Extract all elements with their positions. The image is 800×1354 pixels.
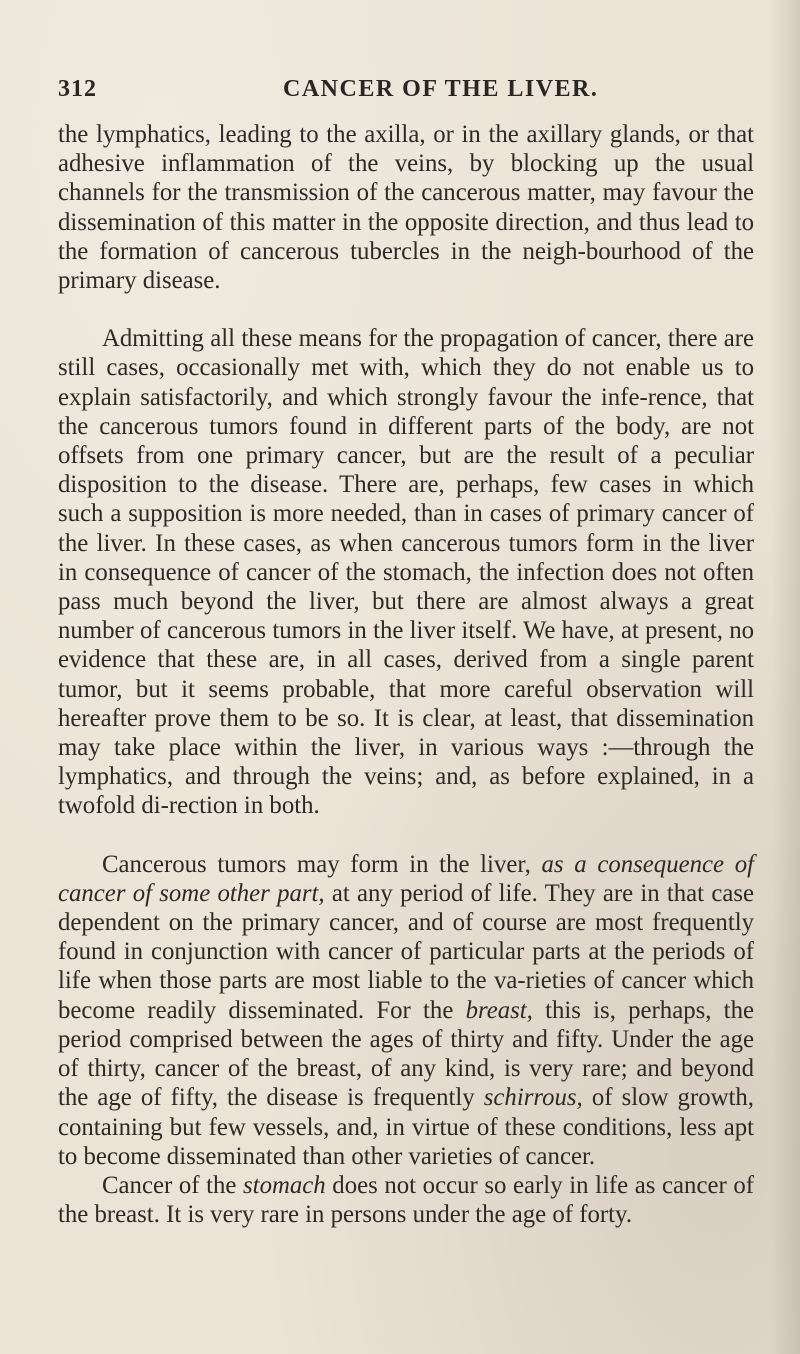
page-edge-shadow <box>770 0 800 1354</box>
running-title: CANCER OF THE LIVER. <box>283 76 599 102</box>
text-segment: Cancerous tumors may form in the liver, <box>102 850 542 878</box>
italic-phrase: as a consequence of cancer of some other part, <box>58 850 754 907</box>
italic-phrase: breast, <box>465 996 533 1024</box>
page-header <box>58 76 758 110</box>
text-segment: Cancer of the <box>102 1171 244 1199</box>
paragraph-3 <box>58 850 754 1171</box>
page-number: 312 <box>58 76 97 102</box>
paragraph-1 <box>58 120 754 295</box>
text-segment: this is, perhaps, the period comprised between the ages of thirty and fifty. Under the age of thirty, cancer of the breast, of any kind, is very rare; and beyond the age of fifty, the disease is frequently <box>58 996 754 1112</box>
text-segment: Admitting all these means for the propagation of cancer, there are still cases, occasionally met with, which they do not enable us to explain satisfactorily, and which strongly favour the infe-rence, that the cancerous tumors found in different parts of the body, are not offsets from one primary cancer, but are the result of a peculiar disposition to the disease. There are, perhaps, few cases in which such a supposition is more needed, than in cases of primary cancer of the liver. In these cases, as when cancerous tumors form in the liver in consequence of cancer of the stomach, the infection does not often pass much beyond the liver, but there are almost always a great number of cancerous tumors in the liver itself. We have, at present, no evidence that these are, in all cases, derived from a single parent tumor, but it seems probable, that more careful observation will hereafter prove them to be so. It is clear, at least, that dissemination may take place within the liver, in various ways :—through the lymphatics, and through the veins; and, as before explained, in a twofold di-rection in both. <box>58 325 754 820</box>
paragraph-2 <box>58 324 754 820</box>
body-text <box>58 120 754 1229</box>
paragraph-spacer <box>58 821 754 850</box>
text-segment: at any period of life. They are in that case dependent on the primary cancer, and of course are most frequently found in conjunction with cancer of particular parts at the periods of life when those parts are most liable to the va-rieties of cancer which become readily disseminated. For the <box>58 879 754 1024</box>
italic-phrase: stomach <box>243 1171 326 1199</box>
text-segment: of slow growth, containing but few vessels, and, in virtue of these conditions, less apt to become disseminated than other varieties of cancer. <box>58 1084 754 1170</box>
paragraph-spacer <box>58 295 754 324</box>
paragraph-4 <box>58 1171 754 1229</box>
text-segment: the lymphatics, leading to the axilla, or in the axillary glands, or that adhesive inflammation of the veins, by blocking up the usual channels for the transmission of the cancerous matter, may favour the dissemination of this matter in the opposite direction, and thus lead to the formation of cancerous tubercles in the neigh-bourhood of the primary disease. <box>58 121 754 295</box>
italic-phrase: schirrous, <box>483 1084 583 1112</box>
text-segment: does not occur so early in life as cancer of the breast. It is very rare in persons under the age of forty. <box>58 1171 754 1229</box>
